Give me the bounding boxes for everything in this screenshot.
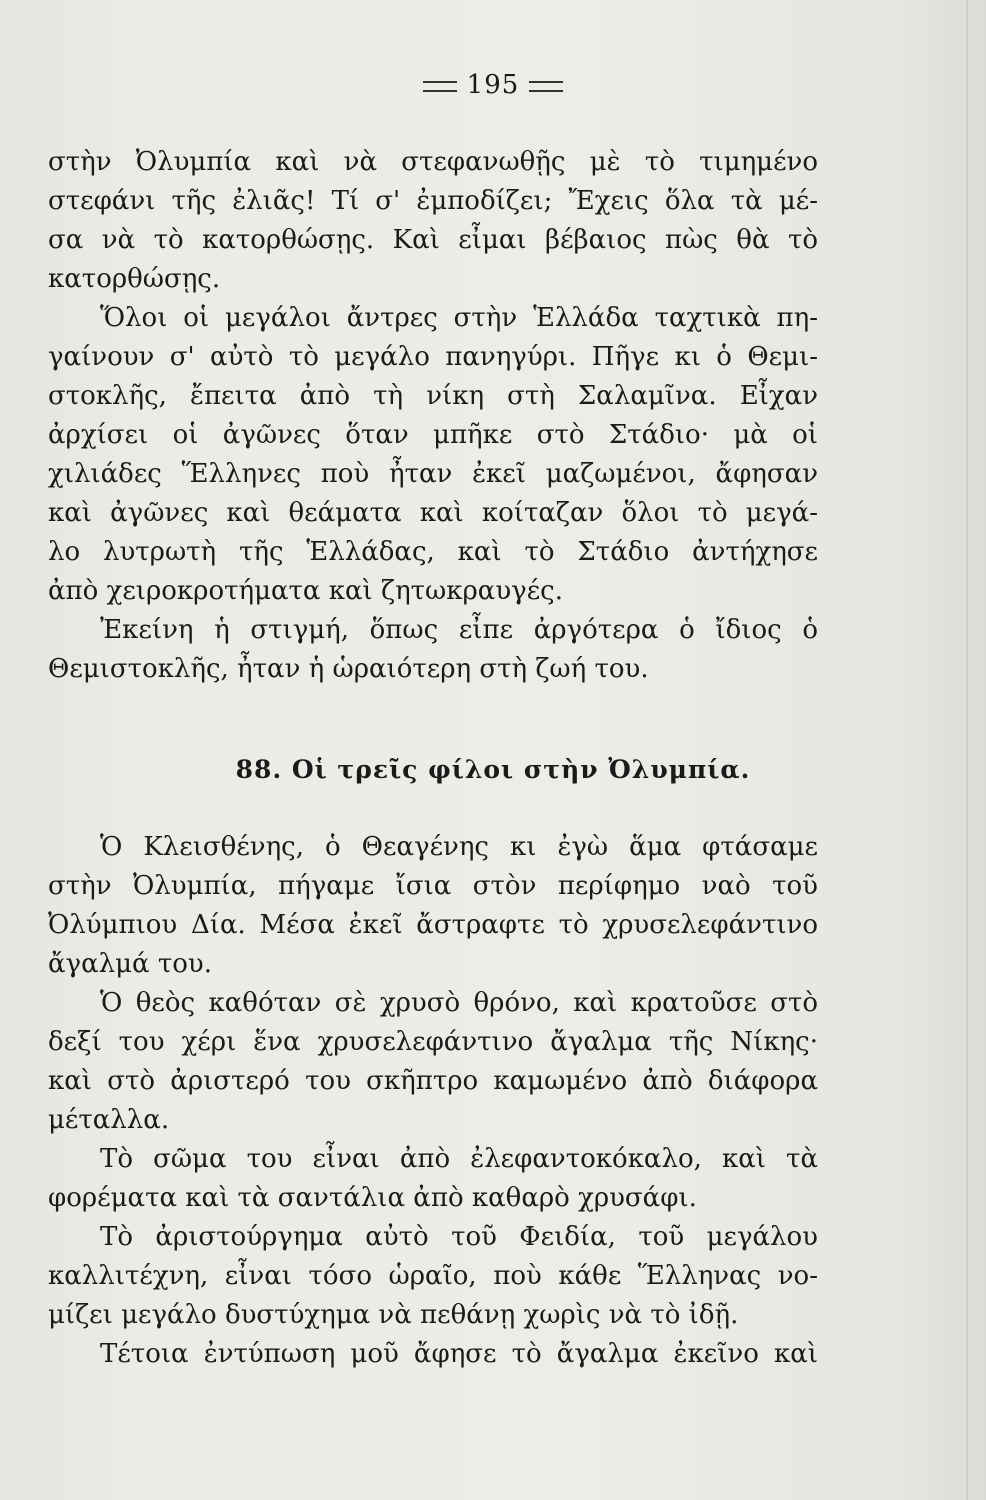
text-line: Ἐκείνη ἡ στιγμή, ὅπως εἶπε ἀργότερα ὁ ἴδιος ὁ (100, 615, 818, 645)
text-line: καὶ ἀγῶνες καὶ θεάματα καὶ κοίταζαν ὅλοι τὸ μεγά- (48, 498, 818, 528)
page-number-header (0, 70, 986, 100)
text-line: μέταλλα. (48, 1105, 170, 1135)
text-line: δεξί του χέρι ἕνα χρυσελεφάντινο ἄγαλμα τῆς Νίκης· (48, 1027, 818, 1057)
text-line: κατορθώσῃς. (48, 264, 221, 294)
text-line: γαίνουν σ' αὐτὸ τὸ μεγάλο πανηγύρι. Πῆγε κι ὁ Θεμι- (48, 342, 818, 372)
text-line: Τέτοια ἐντύπωση μοῦ ἄφησε τὸ ἄγαλμα ἐκεῖνο καὶ (100, 1339, 818, 1369)
text-line: χιλιάδες Ἕλληνες ποὺ ἦταν ἐκεῖ μαζωμένοι, ἄφησαν (48, 459, 818, 489)
left-dash-ornament (423, 81, 457, 92)
text-line: στεφάνι τῆς ἐλιᾶς! Τί σ' ἐμποδίζει; Ἔχεις ὅλα τὰ μέ- (48, 186, 818, 216)
text-line: μίζει μεγάλο δυστύχημα νὰ πεθάνῃ χωρὶς νὰ τὸ ἰδῇ. (48, 1300, 739, 1330)
text-line: Ὀλύμπιου Δία. Μέσα ἐκεῖ ἄστραφτε τὸ χρυσελεφάντινο (48, 910, 818, 940)
body-text-block-2 (48, 828, 818, 1374)
text-line: ἀπὸ χειροκροτήματα καὶ ζητωκραυγές. (48, 576, 563, 606)
text-line: στὴν Ὀλυμπία καὶ νὰ στεφανωθῇς μὲ τὸ τιμημένο (48, 147, 818, 177)
page-number: 195 (466, 70, 520, 100)
text-line: καὶ στὸ ἀριστερό του σκῆπτρο καμωμένο ἀπὸ διάφορα (48, 1066, 818, 1096)
text-line: λο λυτρωτὴ τῆς Ἑλλάδας, καὶ τὸ Στάδιο ἀντήχησε (48, 537, 818, 567)
text-line: ἄγαλμά του. (48, 949, 212, 979)
text-line: στοκλῆς, ἔπειτα ἀπὸ τὴ νίκη στὴ Σαλαμῖνα. Εἶχαν (48, 381, 818, 411)
text-line: στὴν Ὀλυμπία, πήγαμε ἴσια στὸν περίφημο ναὸ τοῦ (48, 871, 818, 901)
text-line: Θεμιστοκλῆς, ἦταν ἡ ὡραιότερη στὴ ζωή του. (48, 654, 649, 684)
body-text-block-1 (48, 143, 818, 689)
text-line: σα νὰ τὸ κατορθώσῃς. Καὶ εἶμαι βέβαιος πὼς θὰ τὸ (48, 225, 818, 255)
text-line: Ὁ Κλεισθένης, ὁ Θεαγένης κι ἐγὼ ἅμα φτάσαμε (100, 832, 818, 862)
right-dash-ornament (529, 81, 563, 92)
text-line: καλλιτέχνη, εἶναι τόσο ὡραῖο, ποὺ κάθε Ἕλληνας νο- (48, 1261, 818, 1291)
text-line: Ὁ θεὸς καθόταν σὲ χρυσὸ θρόνο, καὶ κρατοῦσε στὸ (100, 988, 818, 1018)
text-line: Ὅλοι οἱ μεγάλοι ἄντρες στὴν Ἑλλάδα ταχτικὰ πη- (100, 303, 818, 333)
page-edge (966, 0, 968, 1500)
text-line: φορέματα καὶ τὰ σαντάλια ἀπὸ καθαρὸ χρυσάφι. (48, 1183, 697, 1213)
text-line: Τὸ ἀριστούργημα αὐτὸ τοῦ Φειδία, τοῦ μεγάλου (100, 1222, 818, 1252)
section-heading: 88. Οἱ τρεῖς φίλοι στὴν Ὀλυμπία. (235, 755, 751, 784)
text-line: ἀρχίσει οἱ ἀγῶνες ὅταν μπῆκε στὸ Στάδιο· μὰ οἱ (48, 420, 818, 450)
text-line: Τὸ σῶμα του εἶναι ἀπὸ ἐλεφαντοκόκαλο, καὶ τὰ (100, 1144, 818, 1174)
